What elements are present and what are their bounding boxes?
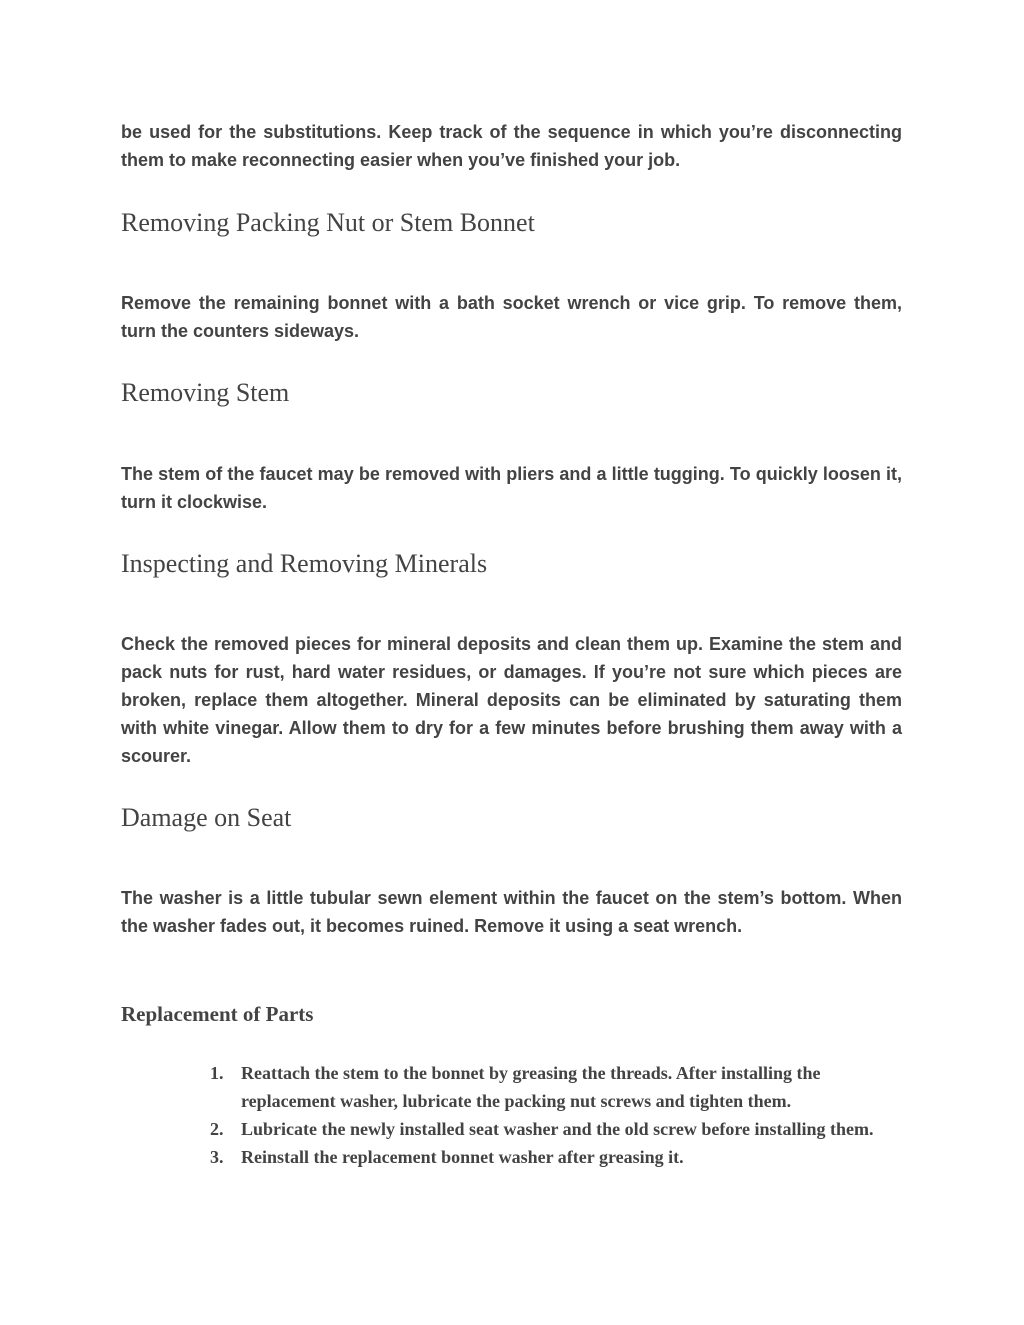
list-item-text: Lubricate the newly installed seat washer and the old screw before installing them. bbox=[241, 1119, 874, 1139]
list-item bbox=[210, 1059, 900, 1115]
list-item-text: Reinstall the replacement bonnet washer after greasing it. bbox=[241, 1147, 684, 1167]
intro-paragraph: be used for the substitutions. Keep track of the sequence in which you’re disconnecting them to make reconnecting easier when you’ve finished your job. bbox=[121, 122, 902, 170]
list-item bbox=[210, 1143, 900, 1171]
paragraph-removing-packing-nut: Remove the remaining bonnet with a bath socket wrench or vice grip. To remove them, turn the counters sideways. bbox=[121, 293, 902, 341]
heading-replacement-of-parts: Replacement of Parts bbox=[121, 1002, 314, 1026]
list-item-number: 2. bbox=[210, 1119, 224, 1139]
list-item-number: 3. bbox=[210, 1147, 224, 1167]
replacement-steps-list bbox=[210, 1059, 900, 1171]
paragraph-damage-on-seat: The washer is a little tubular sewn element within the faucet on the stem’s bottom. When the washer fades out, it becomes ruined. Remove it using a seat wrench. bbox=[121, 888, 902, 936]
list-item bbox=[210, 1115, 900, 1143]
heading-damage-on-seat: Damage on Seat bbox=[121, 803, 292, 832]
list-item-number: 1. bbox=[210, 1063, 224, 1083]
heading-removing-stem: Removing Stem bbox=[121, 378, 290, 407]
paragraph-inspecting-minerals: Check the removed pieces for mineral deposits and clean them up. Examine the stem and pack nuts for rust, hard water residues, or damages. If you’re not sure which pieces are broken, replace them altogether. Mineral deposits can be eliminated by saturating them with white vinegar. Allow them to dry for a few minutes before brushing them away with a scourer. bbox=[121, 634, 902, 766]
paragraph-removing-stem: The stem of the faucet may be removed with pliers and a little tugging. To quickly loosen it, turn it clockwise. bbox=[121, 464, 902, 512]
list-item-text: Reattach the stem to the bonnet by greasing the threads. After installing the replacement washer, lubricate the packing nut screws and tighten them. bbox=[241, 1063, 821, 1111]
heading-inspecting-minerals: Inspecting and Removing Minerals bbox=[121, 549, 488, 578]
heading-removing-packing-nut: Removing Packing Nut or Stem Bonnet bbox=[121, 208, 535, 237]
